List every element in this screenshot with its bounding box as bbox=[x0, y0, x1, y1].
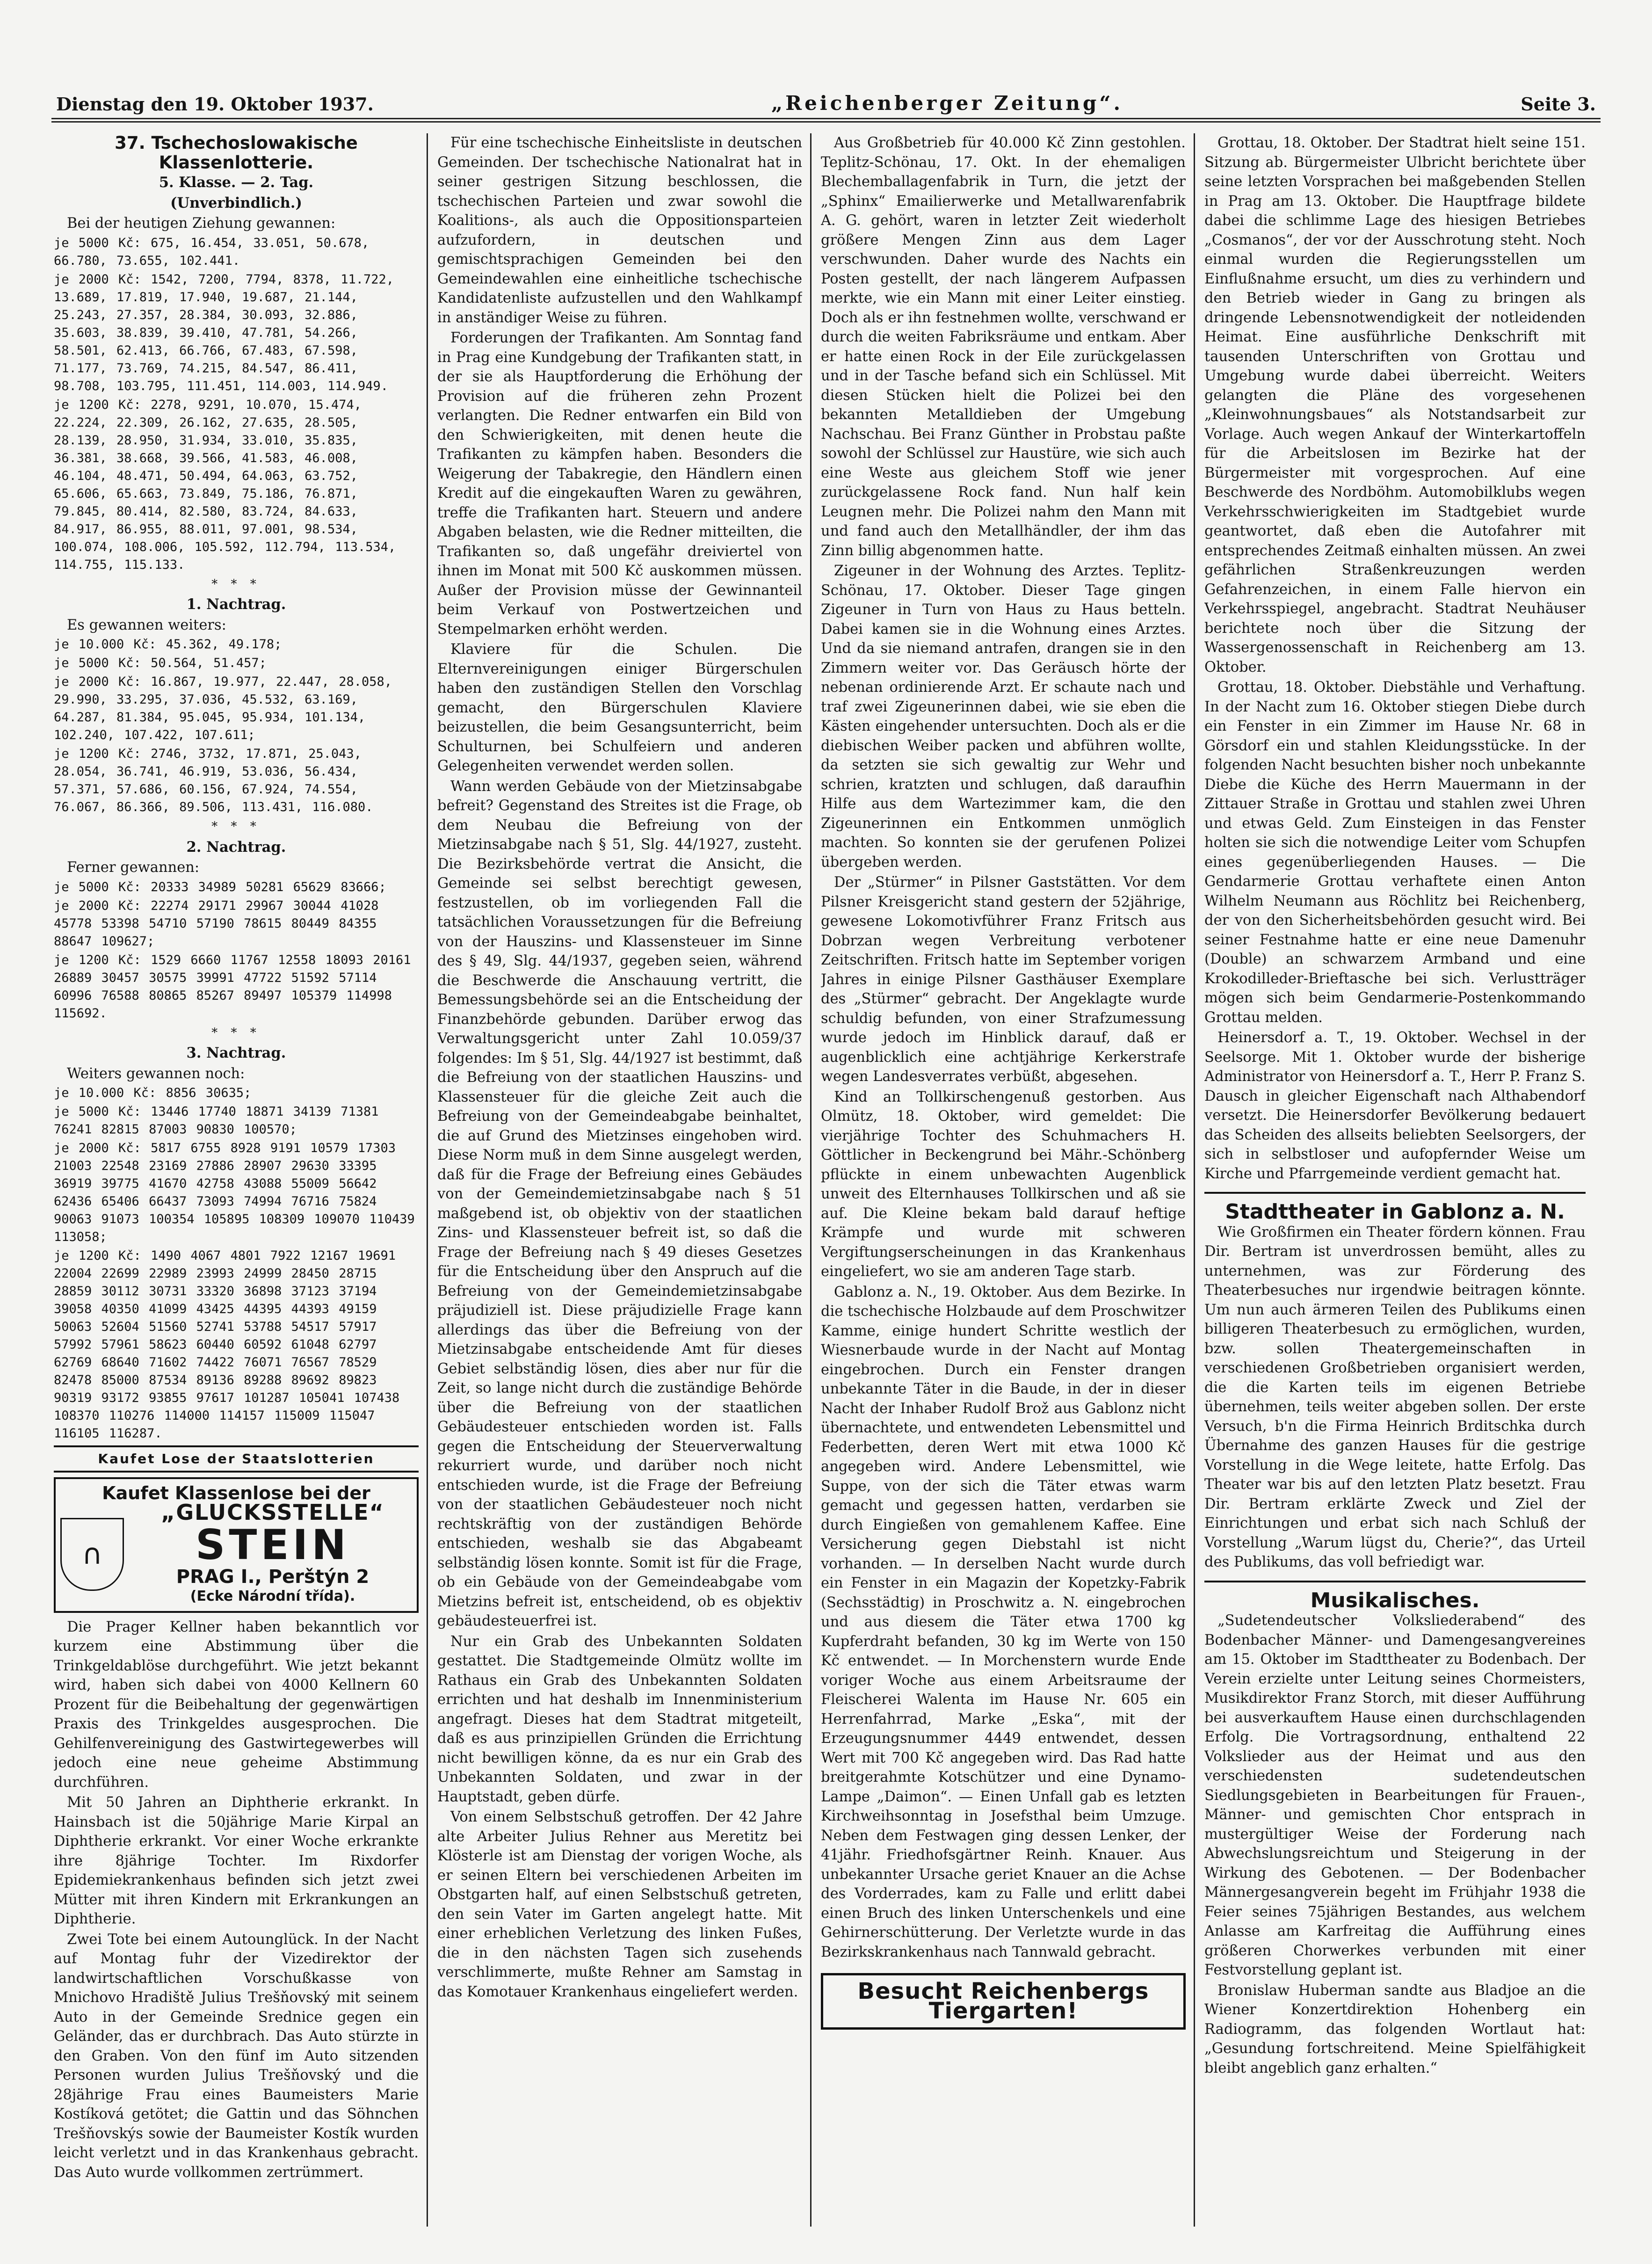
supplement-2-b: je 2000 Kč: 22274 29171 29967 30044 41028 45778 53398 54710 57190 78615 80449 84355 88647 109627; bbox=[54, 898, 379, 949]
zoo-advertisement: Besucht Reichenbergs Tiergarten! bbox=[821, 1973, 1186, 2030]
supplement-3-a: je 10.000 Kč: 8856 30635; bbox=[54, 1086, 252, 1100]
article-mietzinsabgabe: Wann werden Gebäude von der Mietzinsabgabe befreit? Gegenstand des Streites ist die Frage, ob dem Neubau die Befreiung von der Mietzinsabgabe nach § 51, Slg. 44/1927, zusteht. Die Bezirksbehörde vertrat die Ansicht, die Gemeinde sei selbst berechtigt gewesen, festzustellen, ob im vorliegenden Fall die tatsächlichen Voraussetzungen für die Befreiung von der Hauszins- und Klassensteuer im Sinne des § 49, Slg. 44/1937, gegeben seien, während die Beschwerde die Anschauung vertritt, die Bemessungsbehörde sei an die Entscheidung der Finanzbehörde gebunden. Darüber erwog das Verwaltungsgericht unter Zahl 10.059/37 folgendes: Im § 51, Slg. 44/1927 ist bestimmt, daß die Befreiung von der staatlichen Hauszins- und Klassensteuer für die gleiche Zeit auch die Befreiung von der Gemeindeabgabe beinhaltet, die auf Grund des Mietzinses eingehoben wird. Diese Norm muß in dem Sinne ausgelegt werden, daß für die Frage der Befreiung eines Gebäudes von der Gemeindemietzinsabgabe nach § 51 maßgebend ist, ob objektiv von der staatlichen Zins- und Klassensteuer befreit ist, so daß die Frage der Befreiung nach § 49 dieses Gesetzes für die Entscheidung über den Anspruch auf die Befreiung von der Gemeindemietzinsabgabe präjudiziell ist. Diese präjudizielle Frage kann allerdings das über die Befreiung von der Mietzinsabgabe entscheidende Amt für dieses Gebiet selbständig lösen, dies aber nur für die Zeit, so lange nicht durch die zuständige Behörde über die Befreiung von der staatlichen Gebäudesteuer entschieden worden ist. Falls gegen die Entscheidung der Steuerverwaltung rekurriert wurde, und darüber noch nicht entschieden wurde, ist die Frage der Befreiung von der staatlichen Gebäudesteuer noch nicht rechtskräftig von der zuständigen Behörde entschieden, weshalb sie das Abgabeamt selbständig lösen konnte. Somit ist für die Frage, ob ein Gebäude von der Gemeindeabgabe vom Mietzins befreit ist, entscheidend, ob es objektiv gebäudesteuerfrei ist. bbox=[437, 778, 802, 1629]
column-4 bbox=[1204, 133, 1586, 2227]
theatre-section-title: Stadttheater in Gablonz a. N. bbox=[1225, 1200, 1565, 1224]
stein-advertisement bbox=[54, 1477, 419, 1613]
article-zigeuner: Zigeuner in der Wohnung des Arztes. Teplitz-Schönau, 17. Oktober. Dieser Tage gingen Zigeuner in Turn von Haus zu Haus betteln. Dabei kamen sie in die Wohnung eines Arztes. Und da sie niemand antrafen, drangen sie in den Zimmern weiter vor. Das Geräusch hörte der nebenan ordinierende Arzt. Er schaute nach und traf zwei Zigeunerinnen dabei, wie sie eben die Kästen eingehender untersuchten. Doch als er die diebischen Weiber packen und abführen wollte, da setzten sie sich gewaltig zur Wehr und schrien, kratzten und schlugen, daß daraufhin Hilfe aus dem Wartezimmer kam, die den Zigeunerinnen ein Entkommen unmöglich machten. So konnten sie der gerufenen Polizei übergeben werden. bbox=[821, 563, 1186, 871]
article-stuermer: Der „Stürmer“ in Pilsner Gaststätten. Vor dem Pilsner Kreisgericht stand gestern der 52jährige, gewesene Lokomotivführer Franz Fritsch aus Dobrzan wegen Verbreitung verbotener Zeitschriften. Fritsch hatte im September vorigen Jahres in einige Pilsner Gasthäuser Exemplare des „Stürmer“ gebracht. Der Angeklagte wurde schuldig befunden, von einer Strafzumessung wurde jedoch im Hinblick darauf, daß er augenblicklich eine achtjährige Kerkerstrafe wegen Landesverrates verbüßt, abgesehen. bbox=[821, 874, 1186, 1085]
supplement-2-c: je 1200 Kč: 1529 6660 11767 12558 18093 20161 26889 30457 30575 39991 47722 51592 57114 60996 76588 80865 85267 89497 105379 114998 115692. bbox=[54, 952, 411, 1021]
ad-corner: (Ecke Národní třída). bbox=[190, 1588, 355, 1604]
horseshoe-emblem-icon: ∩ bbox=[60, 1518, 124, 1591]
column-divider bbox=[427, 133, 428, 2227]
column-2 bbox=[437, 133, 802, 2227]
ad-row bbox=[60, 1500, 412, 1606]
article-gablonz-bezirk: Gablonz a. N., 19. Oktober. Aus dem Bezirke. In die tschechische Holzbaude auf dem Proschwitzer Kamme, einige hundert Schritte westlich der Wiesnerbaude wurde in der Nacht auf Montag eingebrochen. Durch ein Fenster drangen unbekannte Täter in die Baude, in der in dieser Nacht der Inhaber Rudolf Brož aus Gablonz nicht übernachtete, und entwendeten Lebensmittel und Federbetten, deren Wert mit etwa 1000 Kč angegeben wird. Andere Lebensmittel, wie Suppe, von der sich die Täter etwas warm gemacht und gegessen hatten, verdarben sie durch Eingießen von gemahlenem Kaffee. Eine Versicherung gegen Diebstahl ist nicht vorhanden. — In derselben Nacht wurde durch ein Fenster in ein Magazin der Kopetzky-Fabrik (Sechsstädtig) in Proschwitz a. N. eingebrochen und aus diesem die Täter etwa 1700 kg Kupferdraht befanden, 30 kg im Werte von 150 Kč entwendet. — In Morchenstern wurde Ende voriger Woche aus einem Arbeitsraume der Fleischerei Walenta im Hause Nr. 605 ein Herrenfahrrad, Marke „Eska“, mit der Erzeugungsnummer 4449 entwendet, dessen Wert mit 700 Kč angegeben wird. Das Rad hatte breitgerahmte Kotschützer und eine Dynamo-Lampe „Daimon“. — Einen Unfall gab es letzten Kirchweihsonntag in Josefsthal beim Umzuge. Neben dem Festwagen ging dessen Lenker, der 41jähr. Friedhofsgärtner Reinh. Knauer. Aus unbekannter Ursache geriet Knauer an die Achse des Vorderrades, kam zu Falle und erlitt dabei einen Bruch des linken Unterschenkels und eine Gehirnerschütterung. Der Verletzte wurde in das Bezirkskrankenhaus nach Tannwald gebracht. bbox=[821, 1284, 1186, 1960]
header-date: Dienstag den 19. Oktober 1937. bbox=[56, 94, 374, 115]
article-kellner: Die Prager Kellner haben bekanntlich vor kurzem eine Abstimmung über die Trinkgeldablöse durchgeführt. Wie jetzt bekannt wird, haben sich dabei von 4000 Kellnern 60 Prozent für die Beibehaltung der gegenwärtigen Praxis des Trinkgeldes ausgesprochen. Die Gehilfenvereinigung des Gastwirtegewerbes will jedoch eine neue geheime Abstimmung durchführen. bbox=[54, 1618, 419, 1791]
article-huberman: Bronislaw Huberman sandte aus Bladjoe an die Wiener Konzertdirektion Hohenberg ein Radiogramm, das folgenden Wortlaut hat: „Gesundung fortschreitend. Meine Spielfähigkeit bleibt angeblich ganz erhalten.“ bbox=[1204, 1982, 1586, 2076]
lottery-intro: Bei der heutigen Ziehung gewannen: bbox=[67, 215, 336, 232]
supplement-3-d: je 1200 Kč: 1490 4067 4801 7922 12167 19691 22004 22699 22989 23993 24999 28450 28715 28859 30112 30731 33320 36898 37123 37194 39058 40350 41099 43425 44395 44393 49159 50063 52604 51560 52741 53788 54517 57917 57992 57961 58623 60440 60592 61048 62797 62769 68640 71602 74422 76071 76567 78529 82478 85000 87534 89136 89288 89692 89823 90319 93172 93855 97617 101287 105041 107438 108370 110276 114000 114157 115009 115047 116105 116287. bbox=[54, 1248, 400, 1441]
supplement-3-title: 3. Nachtrag. bbox=[186, 1045, 286, 1061]
music-section-title: Musikalisches. bbox=[1310, 1588, 1480, 1612]
page-header bbox=[56, 82, 1596, 115]
header-rule bbox=[51, 118, 1601, 123]
article-zinn-diebstahl: Aus Großbetrieb für 40.000 Kč Zinn gestohlen. Teplitz-Schönau, 17. Okt. In der ehemaligen Blechemballagenfabrik in Turn, die jetzt der „Sphinx“ Emailierwerke und Metallwarenfabrik A. G. gehört, waren in letzter Zeit wiederholt größere Mengen Zinn aus dem Lager verschwunden. Daher wurde des Nachts ein Posten gestellt, der nach längerem Aufpassen merkte, wie ein Mann mit einer Leiter einstieg. Doch als er ihn festnehmen wollte, verschwand er durch die weiten Fabriksräume und entkam. Aber er hatte einen Rock in der Eile zurückgelassen und in der Tasche befand sich ein Schlüssel. Mit diesen Stücken hielt die Polizei bei den bekannten Metalldieben der Umgebung Nachschau. Bei Franz Günther in Probstau paßte sowohl der Schlüssel zur Haustüre, wie sich auch eine Weste aus gleichem Stoff wie jener zurückgelassene Rock fand. Nun half kein Leugnen mehr. Die Polizei nahm den Mann mit und fand auch den Metallhändler, der ihm das Zinn billig abgenommen hatte. bbox=[821, 135, 1186, 559]
lottery-banner: Kaufet Lose der Staatslotterien bbox=[54, 1445, 419, 1473]
supplement-1-c: je 2000 Kč: 16.867, 19.977, 22.447, 28.058, 29.990, 33.295, 37.036, 45.532, 63.169, 64.287, 81.384, 95.045, 95.934, 101.134, 102.240, 107.422, 107.611; bbox=[54, 675, 392, 742]
column-divider bbox=[810, 133, 812, 2227]
supplement-3-c: je 2000 Kč: 5817 6755 8928 9191 10579 17303 21003 22548 23169 27886 28907 29630 33395 36919 39775 41670 42758 43088 55009 56642 62436 65406 66437 73093 74994 76716 75824 90063 91073 100354 105895 108309 109070 110439 113058; bbox=[54, 1141, 415, 1244]
article-selbstschuss: Von einem Selbstschuß getroffen. Der 42 Jahre alte Arbeiter Julius Rehner aus Meretitz bei Klösterle ist am Dienstag der vorigen Woche, als er seinen Eltern bei verschiedenen Arbeiten im Obstgarten half, auf einen Selbstschuß getreten, den sein Vater im Garten angelegt hatte. Mit einer erheblichen Verletzung des linken Fußes, die in den nächsten Tagen sich zusehends verschlimmerte, mußte Rehner am Samstag in das Komotauer Krankenhaus eingeliefert werden. bbox=[437, 1809, 802, 2000]
section-rule bbox=[1204, 1192, 1586, 1194]
article-klaviere: Klaviere für die Schulen. Die Elternvereinigungen einiger Bürgerschulen haben den zuständigen Stellen den Vorschlag gemacht, den Bürgerschulen Klaviere beizustellen, die beim Gesangsunterricht, beim Schulturnen, bei Schulfeiern und anderen Gelegenheiten verwendet werden sollen. bbox=[437, 641, 802, 774]
supplement-2-title: 2. Nachtrag. bbox=[186, 838, 286, 856]
supplement-3-b: je 5000 Kč: 13446 17740 18871 34139 71381 76241 82815 87003 90830 100570; bbox=[54, 1104, 379, 1137]
lottery-unofficial: (Unverbindlich.) bbox=[170, 194, 302, 211]
supplement-2-a: je 5000 Kč: 20333 34989 50281 65629 83666; bbox=[54, 879, 386, 894]
supplement-2-intro: Ferner gewannen: bbox=[67, 859, 200, 876]
stars-divider: * * * bbox=[211, 820, 261, 834]
column-3 bbox=[821, 133, 1186, 2227]
header-paper-name: „Reichenberger Zeitung“. bbox=[771, 92, 1123, 115]
article-autounglueck: Zwei Tote bei einem Autounglück. In der Nacht auf Montag fuhr der Vizedirektor der landwirtschaftlichen Vorschußkasse von Mnichovo Hradiště Julius Trešňovský mit seinem Auto in der Gemeinde Srednice gegen ein Geländer, das er durchbrach. Das Auto stürzte in den Graben. Von den fünf im Auto sitzenden Personen wurden Julius Trešňovský und die 28jährige Frau eines Baumeisters Marie Kostíková getötet; die Gattin und das Söhnchen Trešňovskýs sowie der Baumeister Kostík wurden leicht verletzt und in das Krankenhaus gebracht. Das Auto wurde vollkommen zertrümmert. bbox=[54, 1931, 419, 2181]
column-divider bbox=[1194, 133, 1195, 2227]
article-grottau-stadtrat: Grottau, 18. Oktober. Der Stadtrat hielt seine 151. Sitzung ab. Bürgermeister Ulbricht berichtete über seine letzten Vorsprachen bei maßgebenden Stellen in Prag am 13. Oktober. Die Hauptfrage bildete dabei die schlimme Lage des hiesigen Betriebes „Cosmanos“, der vor der Ausschrotung steht. Noch einmal wurden die Regierungsstellen um Einflußnahme ersucht, um dies zu verhindern und den Betrieb wieder in Gang zu bringen als dringende Lebensnotwendigkeit der notleidenden Heimat. Eine ausführliche Denkschrift mit tausenden Unterschriften von Grottau und Umgebung wurde dabei überreicht. Weiters gelangten die Pläne des vorgesehenen „Kleinwohnungsbaues“ als Notstandsarbeit zur Vorlage. Auch wegen Ankauf der Winterkartoffeln für die Arbeitslosen im Bezirke hat der Bürgermeister mit vorgesprochen. Auf eine Beschwerde des Nordböhm. Automobilklubs wegen Verkehrsschwierigkeiten im Stadtgebiet wurde geantwortet, daß eben die Autofahrer mit entsprechendes Zeitmaß einhalten müssen. An zwei gefährlichen Straßenkreuzungen werden Gefahrenzeichen, in einem Falle hiervon ein Verkehrsspiegel, angebracht. Stadtrat Neuhäuser berichtete noch über die Sitzung der Wassergenossenschaft in Reichenberg am 13. Oktober. bbox=[1204, 135, 1586, 675]
article-volksliederabend: „Sudetendeutscher Volksliederabend“ des Bodenbacher Männer- und Damengesangvereines am 15. Oktober im Stadttheater zu Bodenbach. Der Verein erzielte unter Leitung seines Chormeisters, Musikdirektor Franz Storch, mit dieser Aufführung bei ausverkauftem Hause einen durchschlagenden Erfolg. Die Vortragsordnung, enthaltend 22 Volkslieder aus der Heimat und aus den verschiedensten sudetendeutschen Siedlungsgebieten in Bearbeitungen für Frauen-, Männer- und gemischten Chor entsprach in mustergültiger Weise der Forderung nach Abwechslungsreichtum und Steigerung in der Wirkung des Gebotenen. — Der Bodenbacher Männergesangverein begeht im Frühjahr 1938 die Feier seines 75jährigen Bestandes, aus welchem Anlasse am Karfreitag die Aufführung eines größeren Chorwerkes verbunden mit einer Festvorstellung geplant ist. bbox=[1204, 1612, 1586, 1978]
ad-shop-name: „GLUCKSSTELLE“ bbox=[161, 1500, 384, 1525]
stars-divider: * * * bbox=[211, 577, 261, 591]
ad-text-block bbox=[133, 1500, 412, 1606]
lottery-prize-2000: je 2000 Kč: 1542, 7200, 7794, 8378, 11.722, 13.689, 17.819, 17.940, 19.687, 21.144, 25.243, 27.357, 28.384, 30.093, 32.886, 35.603, 38.839, 39.410, 47.781, 54.266, 58.501, 62.413, 66.766, 67.483, 67.598, 71.177, 73.769, 74.215, 84.547, 86.411, 98.708, 103.795, 111.451, 114.003, 114.949. bbox=[54, 272, 394, 393]
article-trafikanten: Forderungen der Trafikanten. Am Sonntag fand in Prag eine Kundgebung der Trafikanten statt, in der sie als Hauptforderung die Erhöhung der Provision auf die früheren zehn Prozent verlangten. Die Redner entwarfen ein Bild von den Schwierigkeiten, mit denen heute die Trafikanten zu kämpfen haben. Besonders die Weigerung der Tabakregie, den Händlern einen Kredit auf die eingekauften Waren zu gewähren, treffe die Trafikanten hart. Steuern und andere Abgaben belasten, wie die Redner mitteilten, die Trafikanten so, daß ungefähr dreiviertel von ihnen im Monat mit 500 Kč auskommen müssen. Außer der Provision müsse der Gewinnanteil beim Verkauf von Postwertzeichen und Stempelmarken erhöht werden. bbox=[437, 330, 802, 638]
article-grab-soldaten: Nur ein Grab des Unbekannten Soldaten gestattet. Die Stadtgemeinde Olmütz wollte im Rathaus ein Grab des Unbekannten Soldaten errichten und hat deshalb im Innenministerium angefragt. Dieses hat dem Stadtrat mitgeteilt, daß es aus prinzipiellen Gründen die Errichtung nicht bewilligen könne, da es nur ein Grab des Unbekannten Soldaten, und zwar in der Hauptstadt, geben dürfe. bbox=[437, 1633, 802, 1805]
article-heinersdorf: Heinersdorf a. T., 19. Oktober. Wechsel in der Seelsorge. Mit 1. Oktober wurde der bisherige Administrator von Heinersdorf a. T., Herr P. Franz S. Dausch in gleicher Eigenschaft nach Althabendorf versetzt. Die Heinersdorfer Bevölkerung bedauert das Scheiden des allseits beliebten Seelsorgers, der sich in selbstloser und aufopfernder Weise um Kirche und Pfarrgemeinde verdient gemacht hat. bbox=[1204, 1030, 1586, 1182]
article-grottau-diebstaehle: Grottau, 18. Oktober. Diebstähle und Verhaftung. In der Nacht zum 16. Oktober stiegen Diebe durch ein Fenster in ein Zimmer im Hause Nr. 68 in Görsdorf ein und stahlen Kleidungsstücke. In der folgenden Nacht besuchten bisher noch unbekannte Diebe die Küche des Herrn Mauermann in der Zittauer Straße in Grottau und stahlen zwei Uhren und etwas Geld. Zum Einsteigen in das Fenster holten sie sich die notwendige Leiter vom Schupfen eines gegenüberliegenden Hauses. — Die Gendarmerie Grottau verhaftete einen Anton Wilhelm Neumann aus Röchlitz bei Reichenberg, der von den Sicherheitsbehörden gesucht wird. Bei seiner Festnahme hatte er eine neue Damenuhr (Double) an schwarzem Armband und eine Krokodilleder-Brieftasche bei sich. Verlustträger mögen sich beim Gendarmerie-Postenkommando Grottau melden. bbox=[1204, 679, 1586, 1026]
ad-line-1: Kaufet Klassenlose bei der bbox=[102, 1482, 370, 1503]
article-einheitsliste: Für eine tschechische Einheitsliste in deutschen Gemeinden. Der tschechische Nationalrat hat in seiner gestrigen Sitzung beschlossen, die tschechischen Parteien und zwar sowohl die Koalitions-, als auch die Oppositionsparteien aufzufordern, in deutschen und gemischtsprachigen Gemeinden bei den Gemeindewahlen eine einheitliche tschechische Kandidatenliste aufzustellen und den Wahlkampf in anständiger Weise zu führen. bbox=[437, 135, 802, 326]
column-1 bbox=[54, 133, 419, 2227]
supplement-1-intro: Es gewannen weiters: bbox=[67, 617, 226, 633]
lottery-prize-5000: je 5000 Kč: 675, 16.454, 33.051, 50.678, 66.780, 73.655, 102.441. bbox=[54, 235, 370, 268]
header-page-number: Seite 3. bbox=[1521, 94, 1596, 115]
lottery-title: 37. Tschechoslowakische Klassenlotterie. bbox=[115, 133, 358, 173]
ad-brand: STEIN bbox=[196, 1520, 350, 1569]
lottery-prize-1200: je 1200 Kč: 2278, 9291, 10.070, 15.474, 22.224, 22.309, 26.162, 27.635, 28.505, 28.139, 28.950, 31.934, 33.010, 35.835, 36.381, 38.668, 39.566, 41.583, 46.008, 46.104, 48.471, 50.494, 64.063, 63.752, 65.606, 65.663, 73.849, 75.186, 76.871, 79.845, 80.414, 82.580, 83.724, 84.633, 84.917, 86.955, 88.011, 97.001, 98.534, 100.074, 108.006, 105.592, 112.794, 113.534, 114.755, 115.133. bbox=[54, 397, 396, 572]
supplement-1-title: 1. Nachtrag. bbox=[186, 596, 286, 613]
supplement-3-intro: Weiters gewannen noch: bbox=[67, 1065, 245, 1082]
article-diphtherie: Mit 50 Jahren an Diphtherie erkrankt. In Hainsbach ist die 50jährige Marie Kirpal an Diphtherie erkrankt. Vor einer Woche erkrankte ihre 8jährige Tochter. Im Rixdorfer Epidemiekrankenhaus befinden sich jetzt zwei Mütter mit ihren Kindern mit Erkrankungen an Diphtherie. bbox=[54, 1794, 419, 1927]
supplement-1-a: je 10.000 Kč: 45.362, 49.178; bbox=[54, 637, 282, 652]
lottery-class: 5. Klasse. — 2. Tag. bbox=[159, 174, 314, 191]
article-theater-grossfirmen: Wie Großfirmen ein Theater fördern können. Frau Dir. Bertram ist unverdrossen bemüht, alles zu unternehmen, was zur Förderung des Theaterbesuches nur irgendwie beitragen könnte. Um nun auch ärmeren Teilen des Publikums einen billigeren Theaterbesuch zu ermöglichen, wurden, bzw. sollen Theatergemeinschaften in verschiedenen Großbetrieben organisiert werden, die die Karten teils im eigenen Betriebe übernehmen, teils weiter abgeben sollen. Der erste Versuch, b'n die Firma Heinrich Brditschka durch Übernahme des ganzen Hauses für die gestrige Vorstellung in die Wege leitete, hatte Erfolg. Das Theater war bis auf den letzten Platz besetzt. Frau Dir. Bertram erklärte Zweck und Ziel der Einrichtungen und erbat sich nach Schluß der Vorstellung „Warum lügst du, Cherie?“, das Urteil des Publikums, das voll befriedigt war. bbox=[1204, 1224, 1586, 1570]
section-rule bbox=[1204, 1581, 1586, 1582]
stars-divider: * * * bbox=[211, 1025, 261, 1040]
article-tollkirschen: Kind an Tollkirschengenuß gestorben. Aus Olmütz, 18. Oktober, wird gemeldet: Die vierjährige Tochter des Schuhmachers H. Göttlicher in Beckengrund bei Mähr.-Schönberg pflückte in einem unbewachten Augenblick unweit des Elternhauses Tollkirschen und aß sie auf. Die Kleine bekam bald darauf heftige Krämpfe und wurde mit schweren Vergiftungserscheinungen in das Krankenhaus eingeliefert, wo sie am anderen Tage starb. bbox=[821, 1088, 1186, 1280]
ad-address: PRAG I., Perštýn 2 bbox=[176, 1566, 370, 1588]
supplement-1-b: je 5000 Kč: 50.564, 51.457; bbox=[54, 656, 267, 670]
supplement-1-d: je 1200 Kč: 2746, 3732, 17.871, 25.043, 28.054, 36.741, 46.919, 53.036, 56.434, 57.371, 57.686, 60.156, 67.924, 74.554, 76.067, 86.366, 89.506, 113.431, 116.080. bbox=[54, 747, 373, 814]
